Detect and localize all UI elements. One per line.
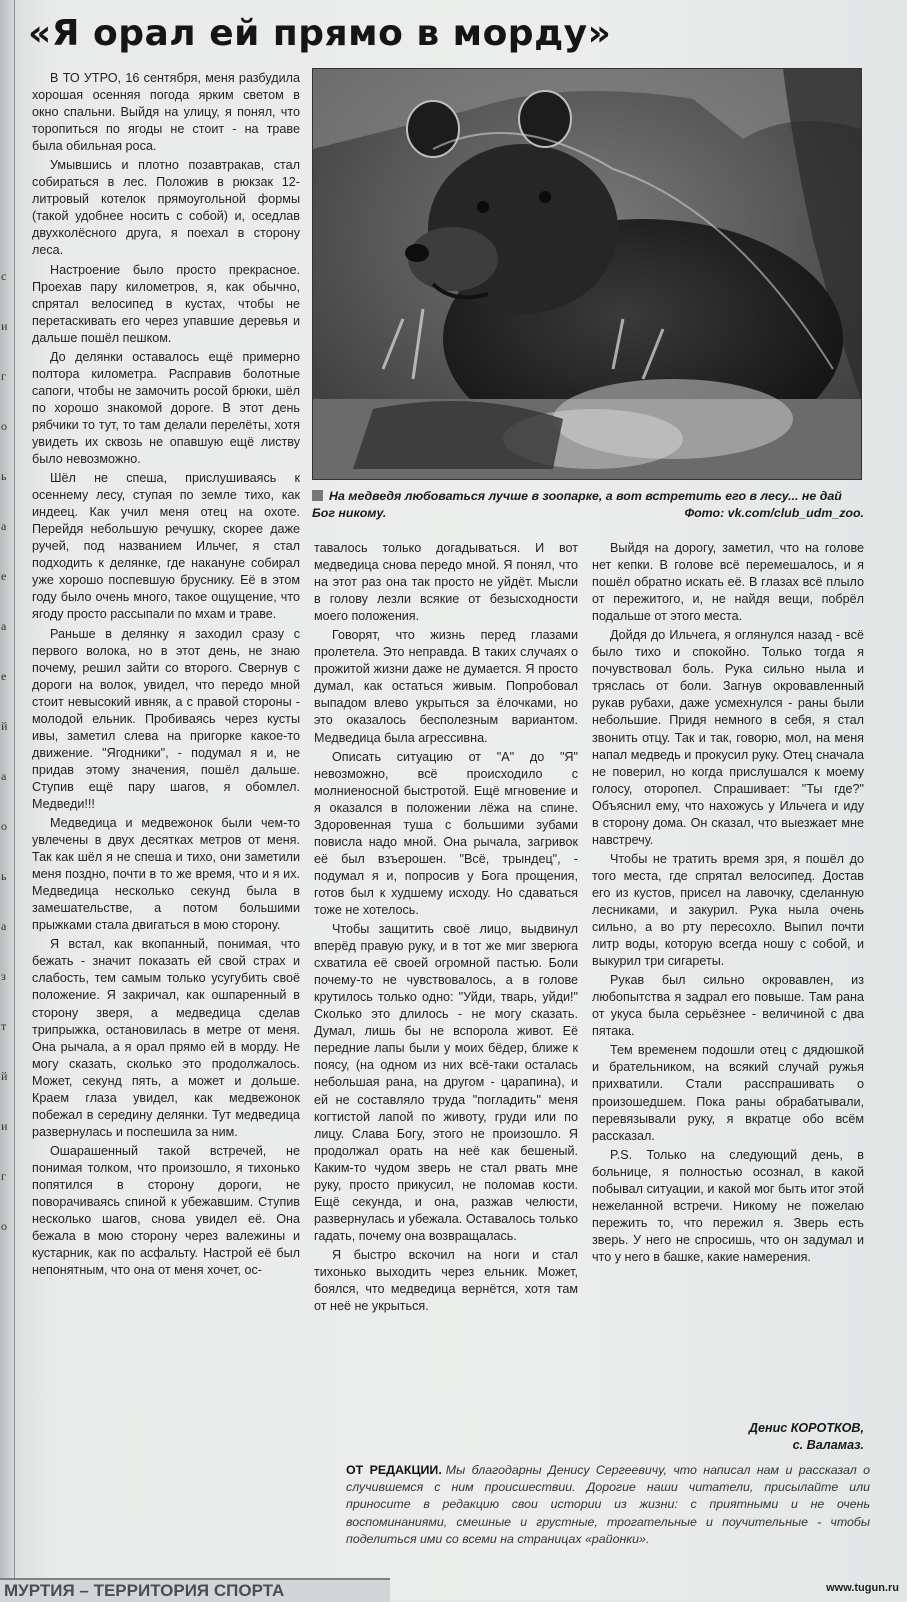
paragraph: В ТО УТРО, 16 сентября, меня разбудила хорошая осенняя погода ярким светом в окно спальни. Выйдя на улицу, я понял, что торопиться по ягоды не стоит - на траве была обильная роса. <box>32 71 300 154</box>
paragraph: Говорят, что жизнь перед глазами пролетела. Это неправда. В таких случаях о прожитой жизни даже не думается. Я просто думал, как остаться живым. Попробовал выпадом влево укрыться за ёлочками, но это оказалось бесполезным вариантом. Медведица была агрессивна. <box>314 628 578 745</box>
bear-photo <box>312 68 862 480</box>
editorial-note <box>346 1462 870 1572</box>
adjacent-page-fragment: а <box>1 519 7 533</box>
adjacent-page-fragment: о <box>1 419 7 433</box>
adjacent-page-fragment: а <box>1 919 7 933</box>
editorial-label: ОТ РЕДАКЦИИ. <box>346 1463 442 1477</box>
article-column-1 <box>32 70 300 1555</box>
author-name: Денис КОРОТКОВ, <box>748 1421 864 1435</box>
caption-text: На медведя любоваться лучше в зоопарке, а вот встретить его в лесу... не дай Бог никому. <box>312 489 842 520</box>
paragraph: Медведица и медвежонок были чем-то увлечены в двух десятках метров от меня. Так как шёл я не спеша и тихо, они заметили меня поздно, почти в то же время, что и я их. Медведица несколько секунд была в замешательстве, а потом большими прыжками стала двигаться в мою сторону. <box>32 816 300 933</box>
adjacent-page-fragment: й <box>1 1069 8 1083</box>
paragraph: Шёл не спеша, прислушиваясь к осеннему лесу, ступая по земле тихо, как индеец. Как учил меня отец на охоте. Перейдя небольшую речушку, скорее даже ручей, под названием Ильчег, я стал подходить к делянке, где накануне собирал уже хорошо поспевшую бруснику. Её в этом году было очень много, такое ощущение, что ягоду просто рассыпали по мхам и траве. <box>32 471 300 622</box>
paragraph: Умывшись и плотно позавтракав, стал собираться в лес. Положив в рюкзак 12-литровый котелок прямоугольной формы (такой удобнее носить с собой) и, оседлав двухколёсного друга, я поехал в сторону леса. <box>32 158 300 258</box>
adjacent-page-fragment: т <box>1 1019 7 1033</box>
adjacent-page-fragment: а <box>1 619 7 633</box>
adjacent-page-fragment: й <box>1 719 8 733</box>
bear-photo-icon <box>313 69 861 479</box>
adjacent-page-strip <box>0 0 15 1600</box>
adjacent-page-fragment: е <box>1 669 7 683</box>
footer-banner: МУРТИЯ – ТЕРРИТОРИЯ СПОРТА <box>0 1578 390 1602</box>
adjacent-page-fragment: а <box>1 769 7 783</box>
paragraph: Настроение было просто прекрасное. Проехав пару километров, я, как обычно, спрятал велосипед в кустах, чтобы не перетаскивать его через упавшие деревья и дальше пошёл пешком. <box>32 262 300 345</box>
author-signature <box>596 1420 864 1454</box>
caption-marker-icon <box>312 490 323 501</box>
paragraph: Рукав был сильно окровавлен, из любопытства я задрал его повыше. Там рана от укуса была серьёзнее - величиной с два пятака. <box>592 973 864 1039</box>
site-watermark: www.tugun.ru <box>826 1582 899 1594</box>
paragraph: Дойдя до Ильчега, я оглянулся назад - всё было тихо и спокойно. Только тогда я почувствовал боль. Рука сильно ныла и тряслась от боли. Загнув окровавленный рукав рубахи, даже усмехнулся - раны были небольшие. Придя немного в себя, я стал звонить отцу. Так и так, говорю, мол, на меня напал медведь и прокусил руку. Отец сначала не поверил, но когда прислушался к моему голосу, оторопел. Спрашивает: "Ты где?" Объяснил ему, что нахожусь у Ильчега и иду в сторону дома. Он сказал, что выезжает мне навстречу. <box>592 628 864 847</box>
adjacent-page-fragment: о <box>1 819 7 833</box>
adjacent-page-fragment: г <box>1 1169 6 1183</box>
adjacent-page-fragment: з <box>1 969 6 983</box>
adjacent-page-fragment: ь <box>1 469 7 483</box>
adjacent-page-fragment: е <box>1 569 7 583</box>
adjacent-page-fragment: с <box>1 269 7 283</box>
paragraph: P.S. Только на следующий день, в больнице, я полностью осознал, в какой побывал ситуации, и какой мог быть итог этой нежеланной встречи. Никому не пожелаю пережить то, что пережил я. Зверь есть зверь. У него не спросишь, что он задумал и что у него в башке, какие намерения. <box>592 1147 864 1264</box>
article-column-2 <box>314 540 578 1455</box>
paragraph: Я встал, как вкопанный, понимая, что бежать - значит показать ей свой страх и слабость, тем самым только усугубить своё положение. Я закричал, как ошпаренный в сторону зверя, а медведица сделав трипрыжка, остановилась в метре от меня. Она рычала, а я орал прямо ей в морду. Не могу сказать, сколько это продолжалось. Может, секунд пять, а может и дольше. Краем глаза увидел, как медвежонок побежал в середину делянки. Тут медведица развернулась и поспешила за ним. <box>32 937 300 1139</box>
photo-credit: Фото: vk.com/club_udm_zoo. <box>684 506 864 520</box>
photo-caption <box>312 488 864 528</box>
adjacent-page-fragment: и <box>1 1119 8 1133</box>
paragraph: Описать ситуацию от "А" до "Я" невозможно, всё происходило с молниеносной быстротой. Ещё мгновение и я оказался в положении лёжа на спине. Здоровенная туша с большими зубами повисла надо мной. Она рычала, загривок её был взъерошен. "Всё, трындец", - подумал я и, попросив у Бога прощения, готов был к худшему исходу. Но сдаваться тоже не хотелось. <box>314 749 578 917</box>
adjacent-page-fragment: о <box>1 1219 7 1233</box>
adjacent-page-fragment: г <box>1 369 6 383</box>
paragraph: Тем временем подошли отец с дядюшкой и брательником, на всякий случай ружья прихватили. Стали расспрашивать о произошедшем. Пока раны обрабатывали, перевязывали руку, я вкратце обо всём рассказал. <box>592 1043 864 1143</box>
paragraph: тавалось только догадываться. И вот медведица снова передо мной. Я понял, что на этот раз она так просто не уйдёт. Мысли в голову лезли всякие от безысходности моего положения. <box>314 541 578 624</box>
paragraph: Ошарашенный такой встречей, не понимая толком, что произошло, я тихонько попятился в сторону дороги, не поворачиваясь спиной к убежавшим. Ступив несколько шагов, снова увидел её. Она бежала в мою сторону через валежины и кустарник, как по асфальту. Настрой её был непонятным, что она от меня хочет, ос- <box>32 1143 300 1278</box>
article-column-3 <box>592 540 864 1455</box>
paragraph: Чтобы не тратить время зря, я пошёл до того места, где спрятал велосипед. Достав его из кустов, присел на лавочку, сделанную лесниками, и закурил. Рука ныла очень сильно, а во рту пересохло. Выпил почти литр воды, которую всегда ношу с собой, и выкурил три сигареты. <box>592 851 864 969</box>
paragraph: До делянки оставалось ещё примерно полтора километра. Расправив болотные сапоги, чтобы не замочить росой брюки, шёл по хорошо знакомой дороге. В этот день рябчики то тут, то там делали перелёты, хотя увидеть их сквозь не опавшую ещё листву было невозможно. <box>32 349 300 467</box>
editorial-text: Мы благодарны Денису Сергеевичу, что написал нам и рассказал о случившемся с ним происшествии. Дорогие наши читатели, присылайте или приносите в редакцию свои истории из жизни: с приятными и не очень воспоминаниями, смешные и грустные, трогательные и поучительные - чтобы поделиться ими со всеми на страницах «районки». <box>346 1463 870 1546</box>
author-place: с. Валамаз. <box>792 1438 864 1452</box>
article-headline: «Я орал ей прямо в морду» <box>28 13 612 54</box>
paragraph: Выйдя на дорогу, заметил, что на голове нет кепки. В голове всё перемешалось, и я пошёл обратно искать её. В глазах всё плыло от пережитого, и, не найдя вещи, побрёл подальше от этого места. <box>592 541 864 624</box>
paragraph: Я быстро вскочил на ноги и стал тихонько выходить через ельник. Может, боялся, что медведица вернётся, хотя там от неё не укрыться. <box>314 1247 578 1314</box>
adjacent-page-fragment: ь <box>1 869 7 883</box>
paragraph: Раньше в делянку я заходил сразу с первого волока, но в этот день, не знаю почему, решил зайти со второго. Свернув с дороги на волок, увидел, что передо мной стоит невысокий ивняк, а с правой стороны - молодой ельник. Пробиваясь через кусты ивы, заметил слева на пригорке какое-то движение. "Ягодники", - подумал я и, не придав этому значения, пошёл дальше. Ступив ещё пару шагов, я обомлел. Медведи!!! <box>32 626 300 811</box>
adjacent-page-fragment: и <box>1 319 8 333</box>
paragraph: Чтобы защитить своё лицо, выдвинул вперёд правую руку, и в тот же миг зверюга схватила её своей огромной пастью. Боли почему-то не чувствовалось, а в голове крутилось только одно: "Уйди, тварь, уйди!" Сколько это длилось - не могу сказать. Думал, лишь бы не вспорола живот. Её передние лапы были у моих бёдер, ближе к поясу, (на одном из них всё-таки осталась небольшая рана, на другом - царапина), и ей не составляло труда "погладить" меня когтистой лапой по животу, груди или по лицу. Слава Богу, этого не произошло. Я продолжал орать на неё как бешеный. Каким-то чудом зверь не стал рвать мне руку, просто прикусил, не поломав кости. Ещё секунда, и она, разжав челюсти, развернулась и убежала. Оставалось только гадать, почему она возвращалась. <box>314 922 578 1243</box>
